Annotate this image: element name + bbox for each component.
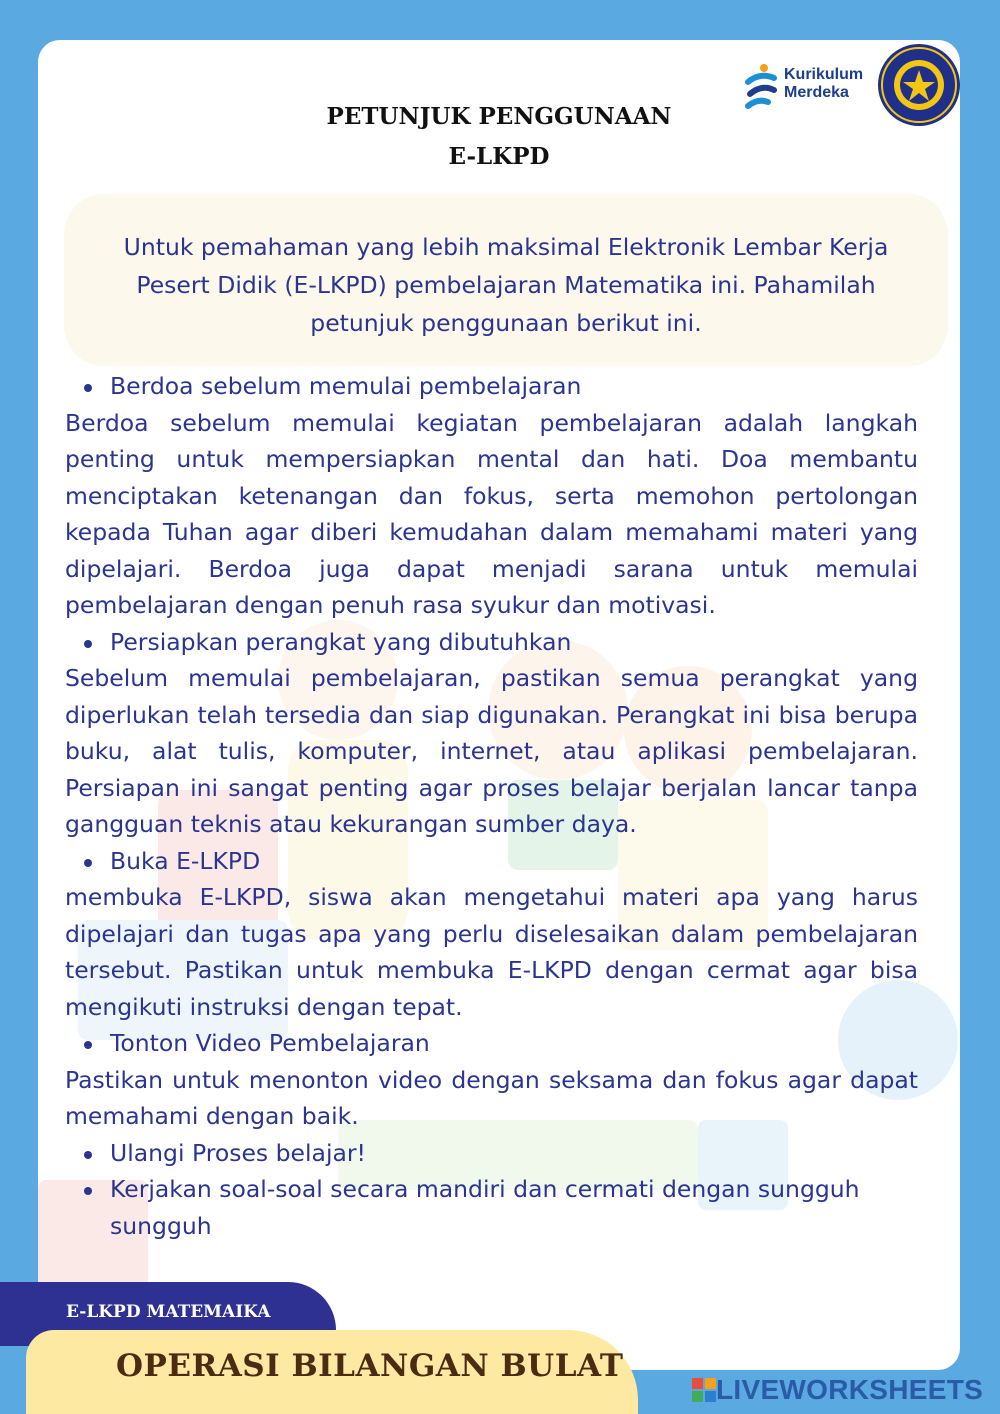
worksheet-card [38,40,960,1370]
instruction-body: Sebelum memulai pembelajaran, pastikan semua perangkat yang diperlukan telah tersedia dan siap digunakan. Perangkat ini bisa berupa buku, alat tulis, komputer, internet, atau aplikasi pembelajaran. Persiapan ini sangat penting agar proses belajar berjalan lancar tanpa gangguan teknis atau kekurangan sumber daya. [65,664,918,838]
page-subtitle: E-LKPD [448,143,550,170]
bullet-icon [84,1151,92,1159]
footer-topic: OPERASI BILANGAN BULAT [116,1348,624,1384]
footer-label: E-LKPD MATEMAIKA [66,1302,271,1322]
liveworksheets-text: LIVEWORKSHEETS [716,1374,984,1405]
kurikulum-merdeka-text: Kurikulum Merdeka [784,66,864,101]
intro-line: Pesert Didik (E-LKPD) pembelajaran Matematika ini. Pahamilah [136,271,876,299]
bullet-icon [84,640,92,648]
instruction-heading: Tonton Video Pembelajaran [65,1025,918,1062]
bullet-icon [84,1041,92,1049]
liveworksheets-watermark [692,1374,992,1404]
instruction-heading: Buka E-LKPD [65,843,918,880]
instruction-body: Pastikan untuk menonton video dengan seksama dan fokus agar dapat memahami dengan baik. [65,1065,918,1130]
instruction-heading: Persiapkan perangkat yang dibutuhkan [65,624,918,661]
bullet-icon [84,859,92,867]
bullet-icon [84,384,92,392]
footer-topic-banner [26,1330,638,1414]
page-title: PETUNJUK PENGGUNAAN [326,103,672,130]
instruction-body: membuka E-LKPD, siswa akan mengetahui materi apa yang harus dipelajari dan tugas apa yang perlu diselesaikan dalam pembelajaran tersebut. Pastikan untuk membuka E-LKPD dengan cermat agar bisa mengikuti instruksi dengan tepat. [65,883,918,1021]
bullet-icon [84,1187,92,1195]
instruction-heading: Berdoa sebelum memulai pembelajaran [65,368,918,405]
intro-box [64,194,948,366]
intro-line: petunjuk penggunaan berikut ini. [310,309,702,337]
intro-line: Untuk pemahaman yang lebih maksimal Elektronik Lembar Kerja [123,233,889,261]
final-bullet: Kerjakan soal-soal secara mandiri dan cermati dengan sungguh sungguh [65,1171,918,1244]
instructions-list [65,368,918,1244]
liveworksheets-icon [692,1378,716,1402]
final-bullet: Ulangi Proses belajar! [65,1135,918,1172]
instruction-body: Berdoa sebelum memulai kegiatan pembelajaran adalah langkah penting untuk mempersiapkan mental dan hati. Doa membantu menciptakan ketenangan dan fokus, serta memohon pertolongan kepada Tuhan agar diberi kemudahan dalam memahami materi yang dipelajari. Berdoa juga dapat menjadi sarana untuk memulai pembelajaran dengan penuh rasa syukur dan motivasi. [65,408,918,619]
